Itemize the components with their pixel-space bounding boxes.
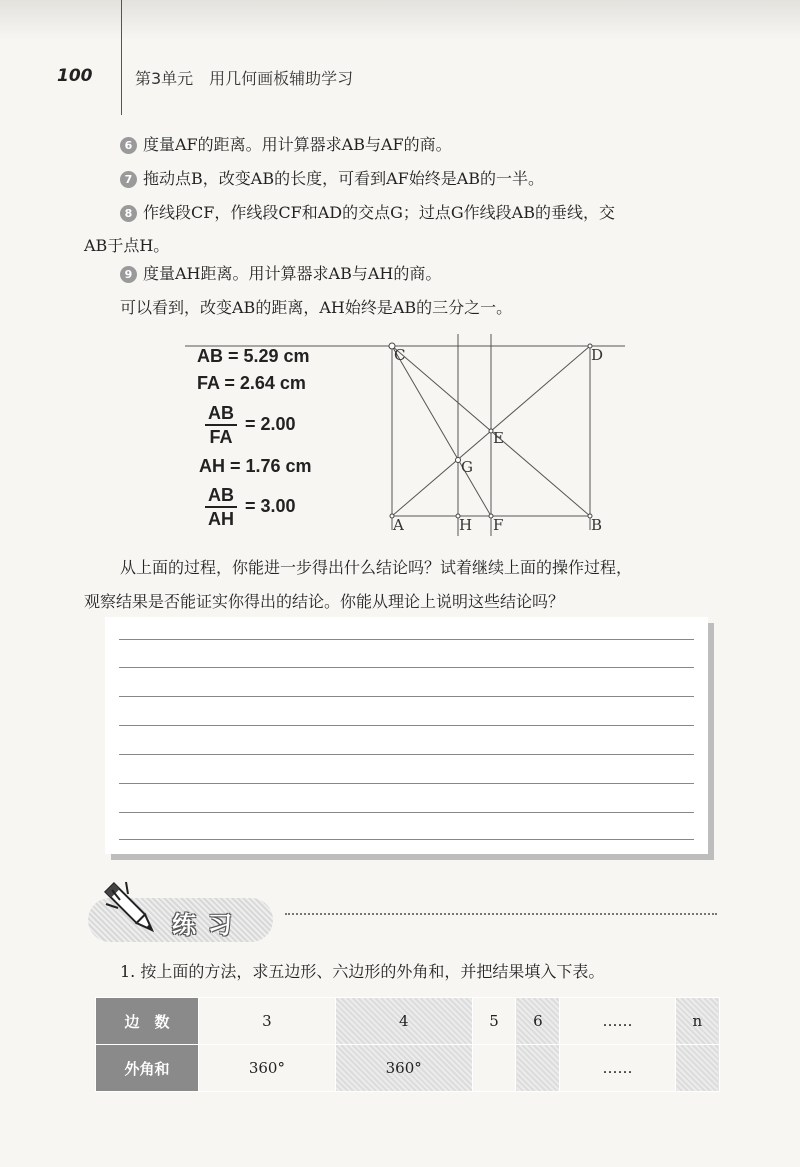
- table-row: [96, 1045, 720, 1092]
- step-9-text: 度量AH距离。用计算器求AB与AH的商。: [143, 264, 442, 283]
- question-line-1: 从上面的过程，你能进一步得出什么结论吗？试着继续上面的操作过程，: [120, 558, 633, 577]
- step-number-7: 7: [120, 171, 137, 188]
- writing-line: [119, 812, 694, 813]
- step-number-6: 6: [120, 137, 137, 154]
- measure-ah: AH = 1.76 cm: [199, 456, 312, 476]
- step-8: [120, 203, 615, 223]
- exterior-angle-table: [95, 997, 720, 1092]
- exercise-question-1: 1. 按上面的方法，求五边形、六边形的外角和，并把结果填入下表。: [120, 962, 605, 981]
- label-f: F: [493, 516, 504, 534]
- exercise-title: 练习: [172, 911, 244, 939]
- dotted-separator: [285, 913, 717, 915]
- measure-ab: AB = 5.29 cm: [197, 346, 310, 366]
- writing-line: [119, 754, 694, 755]
- table-cell: ……: [560, 998, 675, 1045]
- fraction-denominator: AH: [208, 509, 234, 529]
- fraction-denominator: FA: [209, 427, 233, 447]
- step-6-text: 度量AF的距离。用计算器求AB与AF的商。: [143, 135, 452, 154]
- row-header-sides: 边 数: [96, 998, 199, 1045]
- table-cell: 6: [516, 998, 560, 1045]
- table-cell: 360°: [335, 1045, 472, 1092]
- table-row: [96, 998, 720, 1045]
- writing-line: [119, 696, 694, 697]
- chapter-title: 第3单元 用几何画板辅助学习: [135, 69, 354, 88]
- label-h: H: [459, 516, 473, 534]
- label-b: B: [591, 516, 603, 534]
- label-a: A: [393, 516, 404, 534]
- step-6: [120, 135, 452, 155]
- step-9: [120, 264, 441, 284]
- header-divider: [121, 0, 122, 115]
- fraction-numerator: AB: [205, 402, 237, 426]
- step-7: [120, 169, 544, 189]
- answer-writing-area[interactable]: [105, 617, 708, 854]
- geometry-figure: [180, 330, 640, 540]
- fraction-numerator: AB: [205, 484, 237, 508]
- measure-fa: FA = 2.64 cm: [197, 373, 306, 393]
- table-cell: 4: [335, 998, 472, 1045]
- table-cell-answer-pentagon[interactable]: [472, 1045, 516, 1092]
- label-e: E: [493, 429, 504, 447]
- writing-line: [119, 839, 694, 840]
- label-g: G: [461, 458, 473, 476]
- table-cell-answer-n[interactable]: [675, 1045, 719, 1092]
- label-c: C: [394, 346, 406, 364]
- step-7-text: 拖动点B，改变AB的长度，可看到AF始终是AB的一半。: [143, 169, 545, 188]
- writing-line: [119, 725, 694, 726]
- label-d: D: [591, 346, 604, 364]
- table-cell: n: [675, 998, 719, 1045]
- page-top-shadow: [0, 0, 800, 40]
- question-line-2: 观察结果是否能证实你得出的结论。你能从理论上说明这些结论吗？: [84, 592, 565, 611]
- observation-text: 可以看到，改变AB的距离，AH始终是AB的三分之一。: [120, 298, 513, 317]
- table-cell: 360°: [199, 1045, 336, 1092]
- writing-line: [119, 667, 694, 668]
- table-cell-answer-hexagon[interactable]: [516, 1045, 560, 1092]
- table-cell: 5: [472, 998, 516, 1045]
- page-number: 100: [57, 66, 93, 86]
- ratio-value: = 2.00: [245, 413, 296, 434]
- point-g: [456, 458, 461, 463]
- step-number-9: 9: [120, 266, 137, 283]
- writing-line: [119, 639, 694, 640]
- ratio-value: = 3.00: [245, 495, 296, 516]
- step-8-continuation: AB于点H。: [84, 236, 170, 255]
- pencil-icon: [98, 876, 168, 946]
- step-8-text: 作线段CF，作线段CF和AD的交点G；过点G作线段AB的垂线，交: [143, 203, 615, 222]
- writing-line: [119, 783, 694, 784]
- table-cell: ……: [560, 1045, 675, 1092]
- step-number-8: 8: [120, 205, 137, 222]
- row-header-exterior-sum: 外角和: [96, 1045, 199, 1092]
- segment-cf: [392, 346, 491, 516]
- table-cell: 3: [199, 998, 336, 1045]
